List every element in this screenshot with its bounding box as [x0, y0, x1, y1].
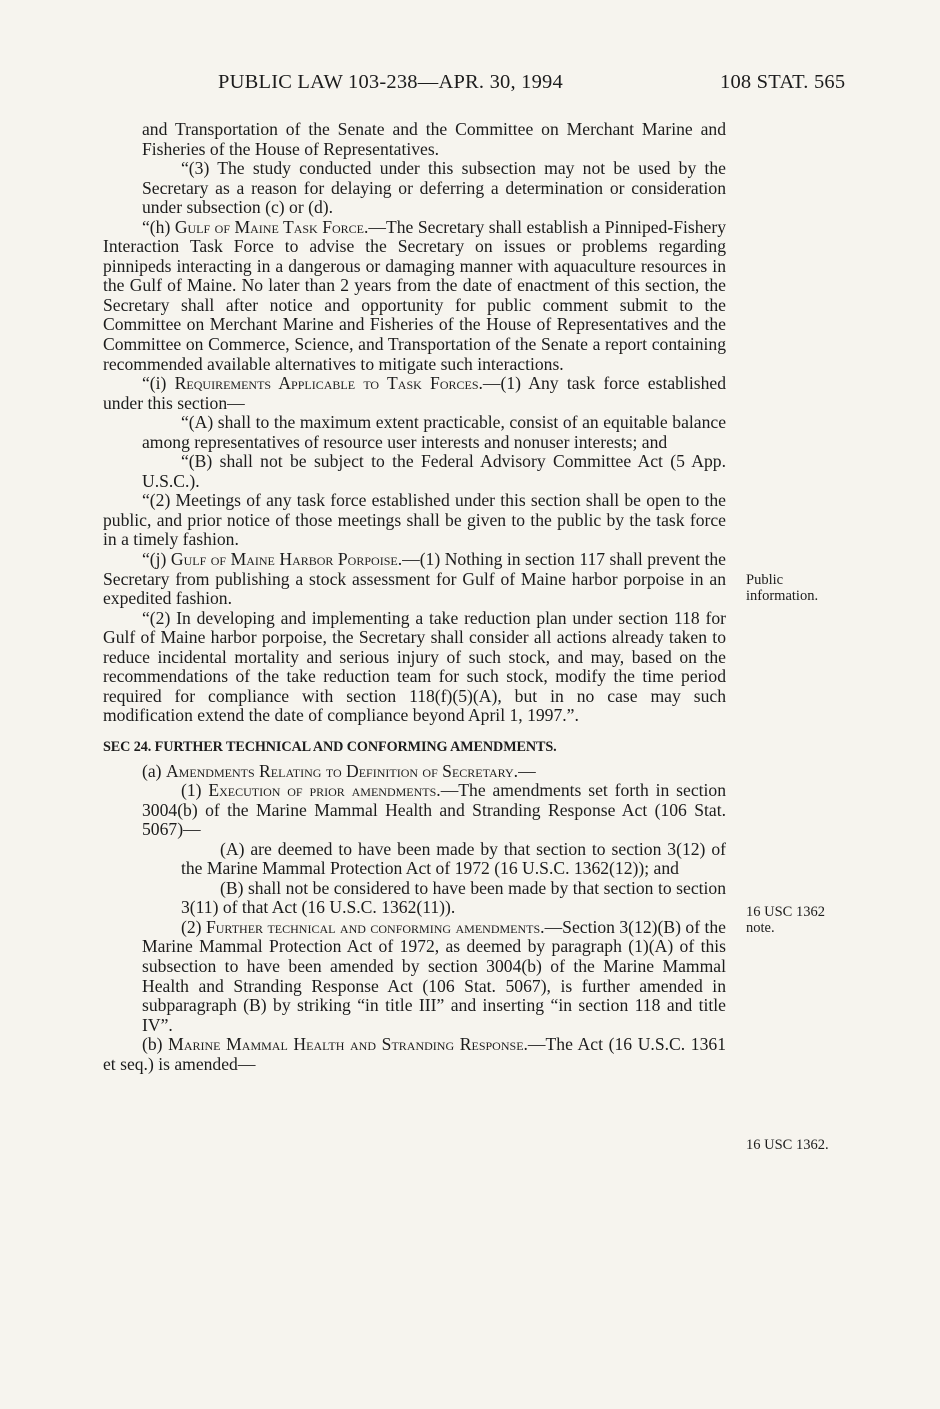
stat-page-number: 108 STAT. 565: [720, 71, 846, 93]
paragraph: (B) shall not be considered to have been made by that section to section 3(11) of that Act (16 U.S.C. 1362(11)).: [181, 877, 726, 918]
section-heading: Gulf of Maine Task Force: [174, 216, 364, 237]
paragraph-heading: Further technical and conforming amendments: [205, 916, 541, 937]
paragraph: “(2) In developing and implementing a take reduction plan under section 118 for Gulf of Maine harbor porpoise, the Secretary shall consider all actions already taken to reduce incidental mortality and serious injury of such stock, and may, based on the recommendations of the take reduction team for such stock, modify the time period required for compliance with section 118(f)(5)(A), but in no case may such modification extend the date of compliance beyond April 1, 1997.”.: [103, 607, 726, 726]
paragraph: (A) are deemed to have been made by that section to section 3(12) of the Marine Mammal Protection Act of 1972 (16 U.S.C. 1362(12)); and: [181, 838, 726, 879]
margin-note-public-information: Public information.: [746, 572, 819, 604]
paragraph: (a) Amendments Relating to Definition of Secretary.—: [142, 760, 536, 781]
paragraph: “(i) Requirements Applicable to Task Forces.—(1) Any task force established under this section—: [103, 373, 726, 413]
margin-note-usc-note: 16 USC 1362 note.: [746, 904, 825, 936]
paragraph-heading: Execution of prior amendments: [208, 780, 437, 801]
paragraph: (1) Execution of prior amendments.—The amendments set forth in section 3004(b) of the Marine Mammal Health and Stranding Response Act (106 Stat. 5067)—: [142, 780, 726, 840]
paragraph: (2) Further technical and conforming amendments.—Section 3(12)(B) of the Marine Mammal Protection Act of 1972, as deemed by paragraph (1)(A) of this subsection to have been amended by section 3004(b) of the Marine Mammal Health and Stranding Response Act (106 Stat. 5067), is further amended in subparagraph (B) by striking “in title III” and inserting “in section 118 and title IV”.: [142, 916, 726, 1035]
section-24-heading: SEC 24. FURTHER TECHNICAL AND CONFORMING AMENDMENTS.: [103, 738, 557, 755]
section-heading: Requirements Applicable to Task Forces: [174, 373, 479, 394]
paragraph: “(2) Meetings of any task force established under this section shall be open to the public, and prior notice of those meetings shall be given to the public by the task force in a timely fashion.: [103, 490, 726, 550]
paragraph: “(h) Gulf of Maine Task Force.—The Secretary shall establish a Pinniped-Fishery Interaction Task Force to advise the Secretary on issues or problems regarding pinnipeds interacting in a dangerous or damaging manner with aquaculture resources in the Gulf of Maine. No later than 2 years from the date of enactment of this section, the Secretary shall after notice and opportunity for public comment submit to the Committee on Merchant Marine and Fisheries of the House of Representatives and the Committee on Commerce, Science, and Transportation of the Senate a report containing recommended available alternatives to mitigate such interactions.: [103, 216, 726, 374]
section-heading: Gulf of Maine Harbor Porpoise: [170, 549, 398, 570]
paragraph: (b) Marine Mammal Health and Stranding Response.—The Act (16 U.S.C. 1361 et seq.) is amended—: [103, 1034, 726, 1074]
paragraph: “(A) shall to the maximum extent practicable, consist of an equitable balance among representatives of resource user interests and nonuser interests; and: [142, 412, 726, 452]
paragraph: “(B) shall not be subject to the Federal Advisory Committee Act (5 App. U.S.C.).: [142, 451, 726, 491]
page-body: [103, 120, 726, 1074]
paragraph: “(3) The study conducted under this subsection may not be used by the Secretary as a reason for delaying or deferring a determination or consideration under subsection (c) or (d).: [142, 158, 726, 218]
subsection-heading: Amendments Relating to Definition of Secretary: [165, 760, 514, 781]
paragraph: and Transportation of the Senate and the Committee on Merchant Marine and Fisheries of the House of Representatives.: [142, 119, 726, 159]
page-header: [0, 71, 940, 101]
margin-note-usc: 16 USC 1362.: [746, 1137, 829, 1153]
running-title: PUBLIC LAW 103-238—APR. 30, 1994: [218, 71, 563, 93]
paragraph: “(j) Gulf of Maine Harbor Porpoise.—(1) Nothing in section 117 shall prevent the Secretary from publishing a stock assessment for Gulf of Maine harbor porpoise in an expedited fashion.: [103, 549, 726, 609]
subsection-heading: Marine Mammal Health and Stranding Response: [168, 1034, 524, 1055]
